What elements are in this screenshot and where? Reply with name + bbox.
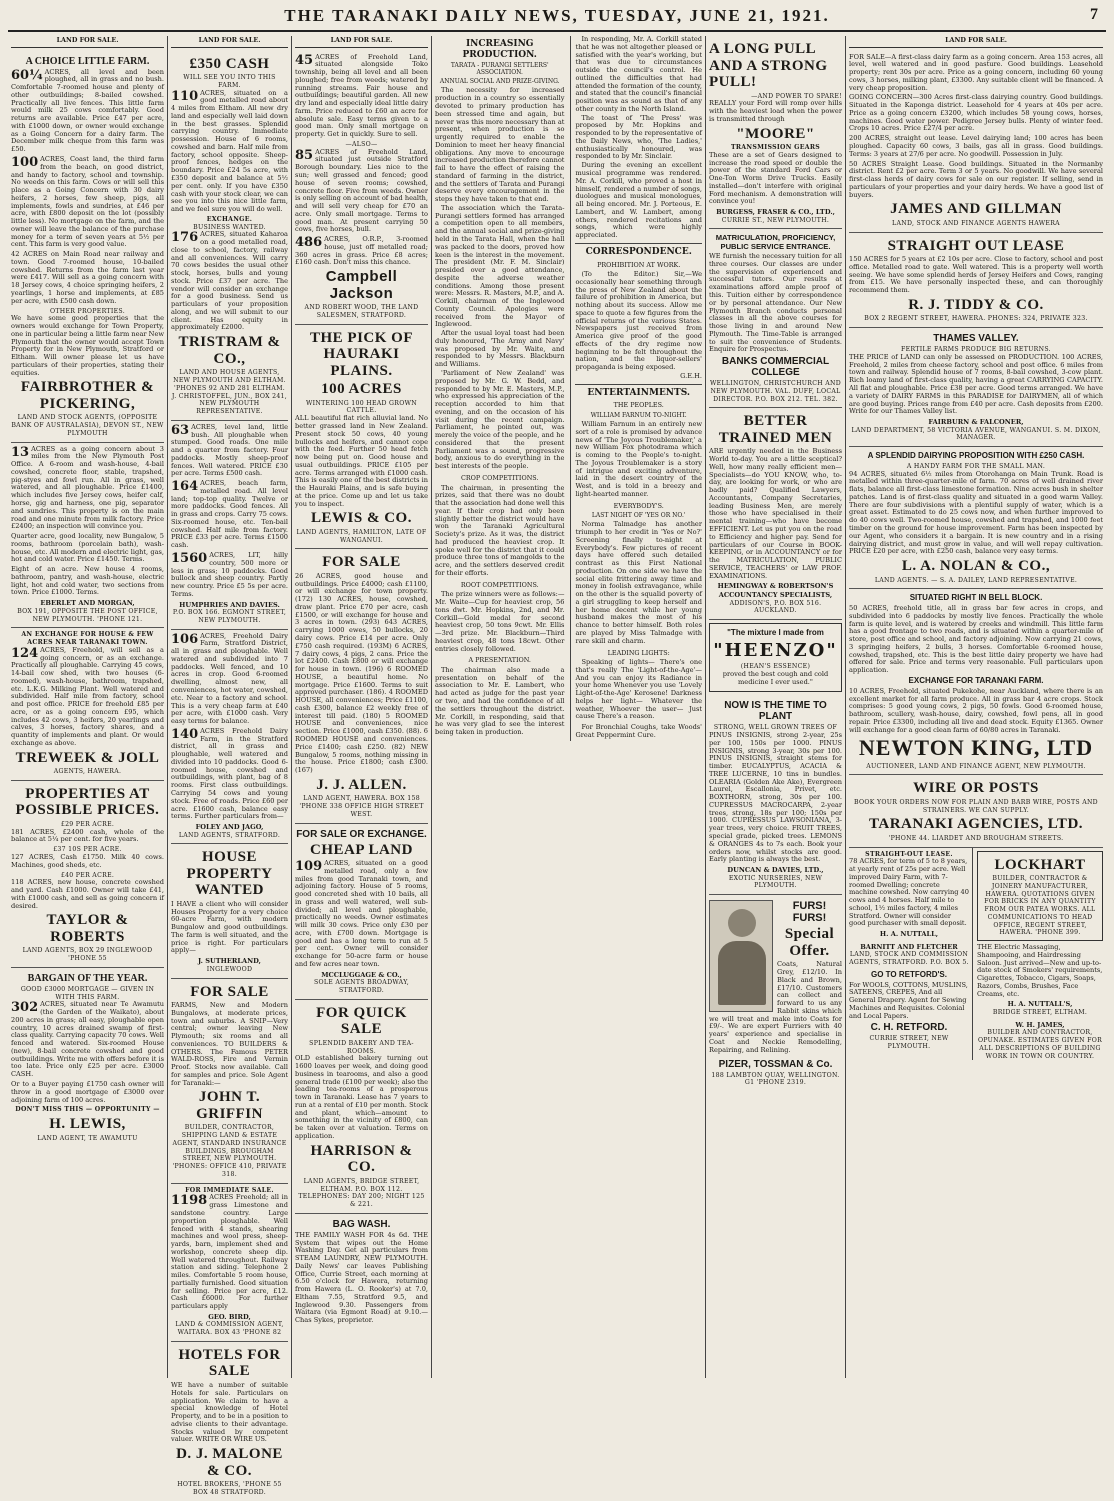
advert-text: Eight of an acre. New house 4 rooms, bathroom, pantry, and wash-house, electric light, hot and cold water, two sections from town. Price £1000. Terms. (11, 565, 164, 597)
advert-subtitle: FERTILE FARMS PRODUCE BIG RETURNS. (901, 346, 1051, 354)
article-paragraph: (To the Editor.) Sir,—We occasionally hear something through the press of New Zealand about the failure of prohibition in America, but nothing about its success. Allow me space to quote a few figures from the official returns of the various States. Newspapers just received from America give proof of the good effects of the dry regime now beginning to be felt throughout the nation, and the liquor-sellers' propaganda is being exposed. (575, 270, 702, 372)
article-paragraph: For Bronchial Coughs, take Woods' Great Peppermint Cure. (575, 723, 702, 739)
column-heading: LAND FOR SALE. (295, 36, 428, 48)
advert (171, 1342, 288, 1501)
article-subheading: ANNUAL SOCIAL AND PRIZE-GIVING. (439, 78, 560, 86)
agent-address: WELLINGTON, CHRISTCHURCH AND NEW PLYMOUTH. VAL. DUFF, LOCAL DIRECTOR. P.O. BOX 212. TEL. 382. (710, 380, 841, 403)
advert (709, 695, 842, 895)
advert-text: These are a set of Gears designed to increase the road speed or double the power of the standard Ford Cars or One-Ton Worm Drive Trucks. Easily installed—don't interfere with original Ford mechanism. A demonstration will convince you! (709, 150, 842, 206)
agent-address: BUILDER AND CONTRACTOR, OPUNAKE. ESTIMATES GIVEN FOR ALL DESCRIPTIONS OF BUILDING WORK IN TOWN OR COUNTRY. (977, 1029, 1103, 1060)
advert (709, 229, 842, 408)
agent-name: Campbell Jackson (325, 268, 398, 302)
column-heading: LAND FOR SALE. (11, 36, 164, 48)
advert-title: FOR SALE OR EXCHANGE. (296, 828, 427, 840)
agent-address: ADDISON'S, P.O. BOX 516. AUCKLAND. (729, 599, 822, 615)
advert-title: GO TO RETFORD'S. (871, 969, 947, 979)
agent-name: C. H. RETFORD. (870, 1022, 948, 1034)
article-paragraph: After the usual loyal toast had been duly honoured, 'The Army and Navy' was proposed by Mr. Waite, and responded to by Messrs. Blackburn and Williams. (435, 329, 565, 369)
acreage-figure: 164 (171, 479, 199, 495)
agent-address: LAND DEPARTMENT, 58 VICTORIA AVENUE, WANGANUI. S. M. DIXON, MANAGER. (851, 426, 1101, 442)
advert-title: BARGAIN OF THE YEAR. (27, 972, 148, 984)
advert-text: 1198 ACRES Freehold; all in grass Limestone and sandstone country. Large proportion ploughable. Well fenced with 4 stands, shearing machines and wool press, sheep-yards, barn, implement shed and workshop, concrete sheep dip. Well watered throughout. Railway station and siding. Telephone 2 miles. Comfortable 5 room house, partially furnished. Good situation for selling. Price per acre, £12. Cash £6000. For further particulars apply (171, 1193, 288, 1311)
article-subheading: WILLIAM FARNUM TO-NIGHT. (590, 411, 687, 419)
article-headline: INCREASING PRODUCTION. (462, 39, 537, 60)
article-subheading: LAST NIGHT OF 'YES OR NO.' (591, 512, 686, 520)
agent-name: J. J. ALLEN. (316, 776, 407, 793)
agent-address: EXOTIC NURSERIES, NEW PLYMOUTH. (728, 874, 823, 890)
advert (849, 775, 1103, 847)
agent-name: BARNITT AND FLETCHER (860, 942, 958, 951)
advert-text: 486 ACRES, O.R.P., 3-roomed house, just off metalled road; 360 acres in grass. Price £8 acres; £160 cash. Don't miss this chance. (295, 235, 428, 267)
advert-text: 42 ACRES on Main Road near railway and town. Good 7-roomed house, 10-bailed cowshed. Returns from the farm last year were £417. Will sell as a going concern with 18 Jersey cows, 4 choice springing heifers, 2 yearlings, 1 horse and implements, at £85 per acre, with £500 cash down. (11, 250, 164, 305)
advert-text: 127 ACRES, Cash £1750. Milk 40 cows. Machines, good sheds, etc. (11, 852, 164, 869)
article-paragraph: Norma Talmadge has another triumph to her credit in 'Yes or No?' Screening finally to-night at Everybody's. Few pictures of recent days have offered such detailed contrast as this First National production. On one side we have the social elite frittering away time and money in foolish extravagance, while on the other is the squalid poverty of a girl struggling to keep herself and her home decent while her young husband makes the most of his chance to better himself. Both roles are played by Miss Talmadge with rare skill and charm. (575, 520, 702, 645)
advert-title: BETTER TRAINED MEN (718, 413, 833, 446)
article-section-heading: A PRESENTATION. (468, 656, 531, 665)
advert-text: 176 ACRES, situated Kaharoa on a good metalled road, close to school, factory, railway and all conveniences. Will carry 70 cows besides the usual other stock, horses, bulls and young stock. Price £37 per acre. The vendor will consider an exchange for a good business. Send us particulars of your proposition along, and we will submit to our client. Has equity in approximately £2000. (171, 230, 288, 332)
article-paragraph: In responding, Mr. A. Corkill stated that he was not altogether pleased or satisfied with the year's working, but that was due to circumstances outside the council's control. He outlined the difficulties that had attended the formation of the county, and stated that the council's financial position was as sound as that of any other county in the North Island. (575, 35, 702, 113)
column-heading: LAND FOR SALE. (849, 36, 1103, 48)
advert-text: 124 ACRES, Freehold, will sell as a going concern, or as an exchange. Practically all ploughable. Carrying 45 cows, 14-bail cow shed, with two houses (6-roomed), wash-house, bathroom, trapshed, etc. L.K.G. Milking Plant. Well watered and subdivided. Half mile from factory, school and post office. PRICE for freehold £85 per acre, or as a going concern £95, which includes 42 cows, 3 heifers, 20 yearlings and calves, 3 horses, factory shares, and a quantity of implements and plant. Or would exchange as above. (11, 645, 164, 747)
advert (709, 36, 842, 229)
advert (295, 51, 428, 325)
advert-text: 13 ACRES as a going concern about 3 miles from the New Plymouth Post Office. A 6-room and wash-house, 4-bail cowshed, concrete floor, stable, trapshed, pig-styes and fowl run. All in grass, well watered, and all ploughable. Price £1400, which includes five Jersey cows, heifer calf, horse, gig and harness, one pig, separator and sundries. This property is on the main road and one minute from milk factory. Price £2400; an inspection will convince you. (11, 444, 164, 531)
advert-text: Quarter acre, good locality, new Bungalow, 5 rooms, bathroom (porcelain bath), wash-house, etc. All modern and electric light, gas, hot and cold water. Price £1450. Terms. (11, 532, 164, 564)
advert (171, 630, 288, 845)
agent-address: LAND AGENTS. — S. A. DAILEY, LAND REPRESENTATIVE. (874, 576, 1078, 584)
agent-name: H. A. NUTTALL'S, (1007, 1000, 1073, 1009)
article-subheading: TARATA - PURANGI SETTLERS' ASSOCIATION. (450, 62, 549, 77)
article-section-heading: EVERYBODY'S. (613, 501, 664, 510)
advert-text: Or to a Buyer paying £1750 cash owner will throw in a good mortgage of £3000 over adjoining farm of 100 acres. (11, 1079, 164, 1104)
advert-subtitle: GOOD £3000 MORTGAGE — GIVEN IN WITH THIS FARM. (20, 985, 155, 1001)
brand-subtitle: (HEAN'S ESSENCE) (740, 663, 811, 671)
advert-title: A LONG PULL AND A STRONG PULL! (709, 41, 828, 90)
advert-text: 10 ACRES, Freehold, situated Pukekohe, near Auckland, where there is an excellent market for all farm produce. All in grass bar 4 acre crops. Stock comprises: 5 good young cows, 2 pigs, 50 fowls. Good 6-roomed house, bathroom, scullery, wash-house, dairy, cowshed, fowl pens, all in good repair. Price £3300, including all live and dead stock. Equity £1365. Owner will exchange for a good clean farm of 60/80 acres in Taranaki. (849, 686, 1103, 734)
agent-address: INGLEWOOD (206, 965, 253, 973)
advert-text: GOING CONCERN—300 Acres first-class dairying country. Good buildings. Situated in the Kaponga district. Leasehold for 4 years at 40s per acre. Price as a going concern £3200, which includes 58 young cows, horses, machines. Good water power. Pedigree Jersey bulls. Plenty of winter feed. Crops 10 acres. Price £27/4 per acre. (849, 93, 1103, 133)
advert-title: BAG WASH. (332, 1218, 391, 1230)
bottom-advert-row (849, 848, 1103, 1061)
advert (849, 328, 1103, 447)
advert-text: WE furnish the necessary tuition for all three courses. Our classes are under the supervision of experienced and successful tutors. Our results at examinations afford ample proof of this. Tuition either by correspondence or by personal attendance. Our New Plymouth Branch conducts personal classes in all the above courses for those living in and around New Plymouth. The Time-Table is arranged to suit the convenience of Students. Enquire for Prospectus. (709, 252, 842, 354)
advert-headline: 100 ACRES (321, 381, 402, 398)
advert-headline: CHEAP LAND (310, 841, 413, 858)
advert (709, 623, 842, 692)
agent-address: AUCTIONEER, LAND AND FINANCE AGENT, NEW PLYMOUTH. (866, 762, 1086, 770)
article-paragraph: During the evening an excellent musical programme was rendered. Mr. A. Corkill, who proved a host in himself, rendered a number of songs, duologues and musical monologues, all being encored. Mr. J. Porteous, E. Lambert, and W. Lambert, among others, rendered recitations and songs, which were highly appreciated. (575, 161, 702, 240)
advert-text: 200 ACRES, straight out lease. Level dairying land; 100 acres has been ploughed. Capacity 60 cows, 3 bails, gas all in grass. Good buildings. Terms: 3 years at 27/6 per acre. No goodwill. Possession in July. (849, 134, 1103, 158)
advert-title: AN EXCHANGE FOR HOUSE & FEW ACRES NEAR TARANAKI TOWN. (21, 631, 154, 646)
agent-address: LAND AGENTS, BOX 29 INGLEWOOD 'PHONE 55 (22, 947, 153, 963)
agent-name: FAIRBROTHER & PICKERING, (20, 379, 155, 412)
advert-text: For WOOLS, COTTONS, MUSLINS, SATEENS, CREPES, And all General Drapery. Agent for Sewing Machines and Requisites. Colonial and Local Papers. (849, 980, 968, 1020)
advert (295, 549, 428, 823)
acreage-figure: 110 (171, 88, 199, 104)
agent-name: LOCKHART (994, 856, 1086, 873)
agent-name: H. LEWIS, (49, 1116, 126, 1133)
advert (171, 51, 288, 421)
advert-title: NOW IS THE TIME TO PLANT (724, 700, 827, 723)
acreage-figure: 85 (295, 147, 314, 163)
agent-name: FOLEY AND JAGO, (195, 823, 264, 832)
advert-subtitle: STRONG, WELL GROWN TREES OF (713, 724, 838, 732)
column-heading: LAND FOR SALE. (171, 36, 288, 48)
price-line: £29 PER ACRE. (60, 820, 115, 828)
advert-text: THE PRICE of LAND can only be assessed on PRODUCTION. 100 ACRES, Freehold, 2 miles from cheese factory, school and post office. 6 miles from town and railway. Splendid house of 7 rooms, 8-bail cowshed, 3-cow plant. Rich loamy land of first-class quality, having a great CARRYING CAPACITY. All flat and ploughable. Price £38 per acre. Good terms arranged. We have a variety of DAIRY FARMS in this PARADISE for DAIRYMEN, all of which are good buying. Prices range from £40 per acre. Cash deposits from £200. Write for our Thames Valley list. (849, 352, 1103, 416)
advert (11, 628, 164, 781)
agent-address: LAND AND HOUSE AGENTS, NEW PLYMOUTH AND ELTHAM. 'PHONES 92 AND 281 ELTHAM. J. CHRISTOFFEL, JUN., BOX 241, NEW PLYMOUTH REPRESENTATIVE. (171, 369, 288, 415)
news-article-left (435, 36, 564, 741)
agent-name: BANKS COMMERCIAL COLLEGE (721, 356, 830, 379)
advert-text: 110 ACRES, situated on a good metalled road about 4 miles from Eltham. All new dry land and especially well laid down in the best grasses. Splendid carrying country. Immediate possession. House of 6 rooms, cowshed and barn. Half mile from factory, school opposite. Sheep-proof fences, hedges on the boundary. Price £24 5s acre, with £350 deposit and balance at 5½ per cent. only. If you have £350 cash with your stock clear, we can see you into this nice little farm, and we feel sure you will do well. (171, 88, 288, 214)
advert-text: 109 ACRES, situated on a good metalled road, only a few miles from good Taranaki town, and adjoining factory. House of 5 rooms, good concreted shed with 10 bails, all in grass and well watered, well sub-divided; all level and ploughable, practically no weeds. Owner estimates will milk 30 cows. Price only £30 per acre, with £700 down. Mortgage is good and has a long term to run at 5 per cent. Owner will consider exchange for 50-acre farm or house and few acres near town. (295, 859, 428, 968)
advert-title: FOR SALE (322, 554, 401, 571)
article-section-heading: THE PEOPLES. (613, 401, 664, 410)
advert (709, 408, 842, 620)
advert (171, 844, 288, 978)
advert-subtitle: A HANDY FARM FOR THE SMALL MAN. (906, 462, 1046, 470)
agent-name: TAYLOR & ROBERTS (46, 912, 129, 945)
agent-name: H. A. NUTTALL, (879, 930, 939, 939)
advert-text: 1560 ACRES, LIT, hilly country, 500 more or less in grass; 10 paddocks. Good bullock and sheep country. Partly new country. Price £5 5s per acre. Terms. (171, 551, 288, 598)
acreage-figure: 100 (11, 154, 39, 170)
advert-text: Coats, Natural Grey, £12/10. In Black and Brown, £17/10. Customers can collect and forward to us any Rabbit skins which we will treat and make into Coats for £9/-. We are expert Furriers with 40 years' experience and specialise in Coat and Neckie Remodelling, Repairing, and Relining. (709, 960, 842, 1054)
column-1 (8, 36, 168, 1378)
advert (977, 851, 1103, 942)
agent-address: BOX 2 REGENT STREET, HAWERA. PHONES: 324, PRIVATE 323. (864, 315, 1088, 323)
agent-name: DUNCAN & DAVIES, LTD., (727, 866, 824, 875)
acreage-figure: 176 (171, 230, 199, 246)
advert-text: proved the best cough and cold medicine I ever used." (722, 669, 829, 686)
advert-text: 302 ACRES, situated near Te Awamutu (the Garden of the Waikato), about 200 acres in grass; all easy, ploughable open country, 10 acres drained swamp of first-class quality. Carrying capacity 70 cows. Well fenced and watered. Six-roomed House (new), 8-bail concrete cowshed and good outbuildings. Write me with offers before it is too late. Price only £25 per acre. £3000 CASH. (11, 1000, 164, 1079)
advert-title: £350 CASH (189, 55, 270, 72)
advert-text: THE FAMILY WASH FOR 4s 6d. THE System that wipes out the Home Washing Day. Get all particulars from STEAM LAUNDRY, NEW PLYMOUTH. Daily News' car leaves Publishing Office, Currie Street, each morning at 6.50 o'clock for Hawera, returning from Hawera (L. O. Rooker's) at 7.0, Eltham 7.55, Stratford 9.5, and Inglewood 9.30. Passengers from Waitara (via Egmont Road) at 9.10.—Chas Sykes, proprietor. (295, 1230, 428, 1325)
advert-text: 140 ACRES Freehold Dairy Farm, in the Stratford district, all in grass and ploughable, well watered and divided into 10 paddocks. Good 6-roomed house, cowshed and outbuildings, with plant, bag of 8 rooms. First class outbuildings. Carrying 54 cows and young stock. Free of roads. Price £60 per acre. £1600 cash, balance easy terms. Further particulars from— (171, 726, 288, 821)
advert (295, 1214, 428, 1331)
advert-text: 45 ACRES of Freehold Land, situated alongside Toko township, being all level and all been ploughed; free from weeds; watered by running streams. Fair house and outbuildings; beautiful garden. All new dry land and especially ideal little dairy farm. Price reduced to £60 an acre for absolute sale. Easy terms given to a good man. Only small mortgage on property. Get in quickly. Sure to sell. (295, 52, 428, 139)
agent-name: BURGESS, FRASER & CO., LTD., (716, 208, 835, 217)
agent-address: LAND AGENT, HAWERA. BOX 158 'PHONE 338 OFFICE HIGH STREET WEST. (299, 795, 424, 818)
article-paragraph: 'Parliament of New Zealand' was proposed by Mr. G. W. Bedd, and responded to by Mr. E. Masters, M.P., who expressed his appreciation of the reception accorded to him that evening, and on the occasion of his visit during the recent campaign. Parliament, he pointed out, was merely the voice of the people, and he considered that the present Parliament was a sound, progressive body, anxious to do everything in the best interests of the people. (435, 369, 565, 471)
advert-text: We have some good properties that the owners would exchange for Town Property, one in particular being a little farm near New Plymouth that the owner would accept Town Property for in New Plymouth, Stratford or Eltham. Will owner please let us have particulars of their properties, stating their equities. (11, 314, 164, 377)
column-6 (846, 36, 1106, 1378)
acreage-figure: 106 (171, 631, 199, 647)
agent-name: LEWIS & CO. (311, 510, 412, 527)
agent-address: LAND AGENTS, HAMILTON, LATE OF WANGANUI. (296, 528, 427, 544)
brand-name: "MOORE" (736, 125, 815, 142)
advert-title: SITUATED RIGHT IN BELL BLOCK. (909, 593, 1043, 603)
advert-subtitle: OTHER PROPERTIES. (49, 307, 126, 315)
advert-text: BOOK YOUR ORDERS NOW FOR PLAIN AND BARB WIRE, POSTS AND STRAINERS. WE CAN SUPPLY. (854, 798, 1098, 814)
agent-name: GEO. BIRD, (208, 1312, 251, 1321)
agent-address: 188 LAMBTON QUAY, WELLINGTON. G1 'PHONE 2319. (711, 1071, 840, 1087)
agent-name: HUMPHRIES AND DAVIES. (179, 600, 280, 609)
acreage-figure: 124 (11, 645, 39, 661)
column-4-news (432, 36, 706, 1378)
agent-name: W. H. JAMES, (1015, 1020, 1065, 1029)
acreage-figure: 1198 (171, 1193, 208, 1209)
advert (295, 824, 428, 1000)
agent-name: TARANAKI AGENCIES, LTD. (868, 816, 1084, 833)
advert-tagline: FURS! FURS! (792, 900, 827, 925)
advert (295, 1000, 428, 1214)
article-section-heading: PROHIBITION AT WORK. (597, 260, 681, 269)
advert-title: WIRE OR POSTS (913, 780, 1039, 797)
agent-address: SOLE AGENTS BROADWAY, STRATFORD. (313, 979, 410, 995)
agent-address: BUILDER, CONTRACTOR & JOINERY MANUFACTURER, HAWERA. QUOTATIONS GIVEN FOR BRICKS IN ANY QUANTITY FROM OUR PATEA WORKS. ALL COMMUNICATIONS TO HEAD OFFICE, REGENT STREET, HAWERA. 'PHONE 399. (984, 875, 1096, 937)
advert-title: HOUSE PROPERTY WANTED (186, 849, 273, 899)
advert (171, 1184, 288, 1342)
advert-subtitle: SPLENDID BAKERY AND TEA-ROOMS. (309, 1039, 414, 1055)
advert-text: 94 ACRES, situated 6½ miles from Otorohanga on Main Trunk. Road is metalled within three-quarter-mile of farm. 70 acres of well drained river flats, balance all first-class limestone formation. Nine acres bush in shelter patches. Land is of first-class quality and situated in a good warm Valley. There are four subdivisions with a plentiful supply of water, which is a great asset. Estimated to do 25 cows now, and when further improved to do 40 cows well. Two-roomed house, cowshed and trapshed, and 1000 feet timber on the ground for house improvement. Farm has been inspected by our Agent, who considers it a bargain. It is new country and in a rising dairying district, and must grow in value, and will well repay cultivation. PRICE £20 per acre, with £250 cash, balance very easy terms. (849, 469, 1103, 556)
advert-title: Special Offer. (784, 926, 835, 959)
article-section-heading: ROOT COMPETITIONS. (460, 580, 539, 589)
price-line: £40 PER ACRE. (60, 871, 115, 879)
advert (849, 233, 1103, 329)
advert-text: 26 ACRES, good house and outbuildings. Price £4000; cash £1100, or will exchange for town property. (172) 130 ACRES, house, cowshed, draw plant. Price £70 per acre, cash £1500, or will exchange for house and 3 acres in town. (293) 643 ACRES, carrying 1000 ewes, 50 bullocks, 20 dairy cows. Price £14 per acre. Only £750 cash required. (193M) 6 ACRES, 7 dairy cows, 4 pigs, 2 cans. Price the lot £2400. Cash £800 or will exchange for house in town. (196) 6 ROOMED HOUSE, a beautiful home. No mortgage. Price £1600. Terms to suit approved purchaser. (186). 4 ROOMED HOUSE, all conveniences; Price £1100, cash £300, balance £2 weekly free of interest till paid. (180) 5 ROOMED HOUSE and conveniences, nice section. Price £1000, cash £350. (88). 6 ROOMED HOUSE and conveniences. Price £1400; cash £250. (82) NEW Bungalow, 5 rooms, nothing missing in the house. Price £1800; cash £300. (167) (295, 571, 428, 775)
advert (171, 421, 288, 630)
advert (295, 325, 428, 550)
advert-text: FOR SALE—A first-class dairy farm as a going concern. Area 153 acres, all level, well watered and in good pasture. Good buildings. Leasehold property; rent 30s per acre. Price as a going concern, including 60 young cows, 3 horses, milking plant, £3300. Any suitable client will be financed. A very cheap proposition. (849, 52, 1103, 92)
advert-text: 118 ACRES, new house, concrete cowshed and yard. Cash £1000. Owner will take £41, with £1000 cash, and sell as going concern if desired. (11, 878, 164, 910)
advert-title: THAMES VALLEY. (933, 333, 1019, 345)
advert-text: I HAVE a client who will consider Houses Property for a very choice 60-acre Farm, with modern Bungalow and good outbuildings. The farm is well situated, and the price is right. For particulars apply— (171, 899, 288, 955)
newspaper-title: THE TARANAKI DAILY NEWS, TUESDAY, JUNE 21, 1921. (284, 6, 830, 25)
advert (849, 589, 1103, 775)
agent-address: LAND & COMMISSION AGENT, WAITARA. BOX 43 'PHONE 82 (175, 1321, 284, 1337)
acreage-figure: 60¼ (11, 67, 43, 83)
column-2 (168, 36, 292, 1496)
agent-name: PIZER, TOSSMAN & Co. (718, 1058, 833, 1070)
masthead (0, 0, 1114, 40)
advert (11, 443, 164, 629)
advert-text: 181 ACRES, £2400 cash, whole of the balance at 5¼ per cent. for five years. (11, 827, 164, 844)
agent-name: HARRISON & CO. (310, 1142, 413, 1176)
acreage-figure: 13 (11, 444, 30, 460)
advert-text: 50 ACRES, freehold title, all in grass bar few acres in crops, and subdivided into 6 paddocks by mostly live fences. Practically the whole farm is quite level, and is watered by creeks and windmill. This little farm has a good frontage to two roads, and is situated within a quarter-mile of store, post office and school, and factory adjoining. Now carrying 21 cows, 3 springing heifers, 2 bulls, 3 horses. Comfortable 6-roomed house, cowshed, trapshed, etc. This is the best little dairy property we have had offered for sale. Price and terms very reasonable. Full particulars upon application. (849, 604, 1103, 675)
acreage-figure: 140 (171, 726, 199, 742)
advert-text: WE have a number of suitable Hotels for sale. Particulars on application. We claim to have a special knowledge of Hotel Property, and to be in a position to advise clients to their advantage. Stocks valued by competent valuer. WRITE OR WIRE US. (171, 1380, 288, 1444)
article-paragraph: The chairman also made a presentation on behalf of the association to Mr. E. Lambert, who had acted as judge for the past year or two, and had the confidence of all the settlers throughout the district. Mr. Corkill, in responding, said that he was very glad to see the interest being taken in production. (435, 665, 565, 737)
agent-name: HEMINGWAY & ROBERTSON'S ACCOUNTANCY SPECIALISTS, (717, 582, 834, 599)
agent-name: TREWEEK & JOLL (15, 749, 160, 766)
agent-name: JOHN T. GRIFFIN (196, 1089, 263, 1122)
agent-address: LAND AND STOCK AGENTS, (OPPOSITE BANK OF AUSTRALASIA), DEVON ST., NEW PLYMOUTH (11, 414, 164, 437)
agent-name: JAMES AND GILLMAN (890, 201, 1062, 218)
agent-name: MCCLUGGAGE & CO., (321, 970, 402, 979)
advert-subtitle: WILL SEE YOU INTO THIS FARM. (183, 74, 276, 89)
advert-subtitle: EXCHANGE. (206, 215, 253, 223)
article-headline: CORRESPONDENCE. (575, 243, 702, 258)
article-section-heading: CROP COMPETITIONS. (460, 473, 539, 482)
article-paragraph: The chairman, in presenting the prizes, said that there was no doubt that the association had done well this year. If their crop had only been slightly better the district would have won the Taranaki Agricultural Society's prize. As it was, the district had produced the heaviest crop. It spoke well for the district that it could produce three tons of mangolds to the acre, and the settlers deserved credit for their efforts. (435, 483, 565, 577)
advert-title: FOR IMMEDIATE SALE. (185, 1186, 274, 1194)
advert-text: 78 ACRES, for term of 5 to 8 years, at yearly rent of 25s per acre. Well improved Dairy Farm, with 7-roomed Dwelling; concrete machine cowshed. Now carrying 40 cows and 4 horses. Half mile to school, 1½ miles factory, 4 miles Stratford. Owner will consider good purchaser with small deposit. (849, 857, 969, 928)
advert-subtitle: WINTERING 100 HEAD GROWN CATTLE. (305, 399, 418, 415)
advert (171, 979, 288, 1184)
advert-text: 60¼ ACRES, all level and been ploughed, all in grass and no bush. Comfortable 7-roomed house and plenty of other outbuildings; 8-bailed cowshed. Practically all live fences. This little farm would milk 25 cows comfortably. Good returns are available. Price £47 per acre, with £1000 down, or owner would exchange as a Going Concern for a dairy farm. The December milk cheque from this farm was £50. (11, 67, 164, 154)
advert-text: ALL beautiful flat rich alluvial land. No better grassed land in New Zealand. Present stock 50 cows, 40 young bullocks and heifers, and cannot cope with the feed. Further 50 head fetch now being put on. Good house and usual outbuildings. PRICE £105 per acre. Terms arranged with £1000 cash. This is easily one of the best districts in the Hauraki Plains, and is safe buying at the price. Come up and let us take you to inspect. (295, 414, 428, 508)
advert (709, 895, 842, 1091)
agent-address: LAND AGENT, TE AWAMUTU (37, 1134, 138, 1142)
agent-name: D. J. MALONE & CO. (176, 1446, 283, 1479)
advert (11, 968, 164, 1146)
advert-text: 164 ACRES, beach farm, metalled road. All level land; top-top quality. Twelve or more paddocks. Good fences. All in grass and crops. Carry 75 cows. Six-roomed house, etc. Ten-bail cowshed. Half mile from factory. PRICE £33 per acre. Terms £1500 cash. (171, 479, 288, 550)
acreage-figure: 109 (295, 859, 323, 875)
agent-address: BOX 191, OPPOSITE THE POST OFFICE, NEW PLYMOUTH. 'PHONE 121. (17, 607, 158, 623)
column-5 (706, 36, 846, 1378)
advert-title: STRAIGHT OUT LEASE (887, 237, 1065, 254)
advert-subtitle: —ALSO— (345, 140, 378, 148)
article-paragraph: The association which the Tarata-Purangi settlers formed has arranged a competition open to all members, and the annual social and prize-giving held in the Tarata Hall, when the hall was packed to the doors, proved how keen is the interest in the movement. The president (Mr. F. M. Sinclair) presided over a good attendance, despite the adverse weather conditions. Among those present were: Messrs. R. Masters, M.P., and A. Corkill, chairman of the Inglewood County Council. Apologies were received from the Mayor of Inglewood. (435, 203, 565, 329)
advert-title: STRAIGHT-OUT LEASE. (865, 850, 953, 858)
price-line: £37 10S PER ACRE. (53, 846, 122, 854)
advert (11, 781, 164, 968)
advert-text: REALLY your Ford will romp over hills with the heaviest load when the power is transmitted through (709, 99, 842, 123)
advert-title: THE PICK OF HAURAKI PLAINS. (309, 329, 413, 379)
advert-text: 106 ACRES, Freehold Dairy Farm, Stratford District, all in grass and ploughable. Well watered and subdivided into 7 paddocks. Well fenced, and 10 acres in crop. Good 6-roomed dwelling, almost new, all conveniences, hot water, cowshed, etc. Near to a factory and school. This is a very cheap farm at £40 per acre, with £1000 cash. Very easy terms for balance. (171, 631, 288, 726)
advert-title: A CHOICE LITTLE FARM. (25, 55, 150, 67)
agent-address: AND ROBERT WOOD, THE LAND SALESMEN, STRATFORD. (304, 304, 419, 319)
agent-name: NEWTON KING, LTD (858, 735, 1094, 761)
article-paragraph: William Farnum in an entirely new sort of a role is promised by advance news of 'The Joyous Troublemaker,' a new William Fox photodrama which is coming to the People's to-night. The Joyous Troublemaker is a story of intrigue and exciting adventure, laid in the desert country of the West, and is told in a breezy and light-hearted manner. (575, 420, 702, 498)
advert-tagline: DON'T MISS THIS — OPPORTUNITY — (15, 1106, 160, 1114)
news-article-block (435, 36, 702, 741)
agent-address: LAND AGENTS, BRIDGE STREET, ELTHAM. P.O. BOX 112. TELEPHONES: DAY 200; NIGHT 125 & 221. (298, 1177, 425, 1208)
advert-text: 50 ACRES Straight Lease. Good buildings. Situated in the Normanby district. Rent £2 per acre. Term 3 or 5 years. No goodwill. We have several first-class herds of dairy cows for sale on our register. If selling, send in particulars of your properties and your dairy herds. We have a good list of buyers. (849, 159, 1103, 199)
advert-text: 100 ACRES, Coast land, the third farm from the beach, on good district, and handy to factory, school and township. No weeds on this farm. Cows or will sell this place as a Going Concern with 30 dairy heifers, 2 horses, few sheep, pigs, all implements, fowls and sundries, at £46 per acre, with £800 deposit on the lot (possibly little less). No mortgage on the farm, and the owner will leave the balance of the purchase money for a term of seven years at 5½ per cent. This farm is very good value. (11, 154, 164, 249)
agent-address: LAND, STOCK AND FINANCE AGENTS HAWERA (892, 219, 1060, 227)
article-section-heading: LEADING LIGHTS: (607, 648, 670, 657)
advert-title: A SPLENDID DAIRYING PROPOSITION WITH £250 CASH. (867, 451, 1085, 461)
agent-address: CURRIE ST., NEW PLYMOUTH. (721, 216, 830, 224)
advert-title: HOTELS FOR SALE (178, 1346, 281, 1380)
agent-address: AGENTS, HAWERA. (53, 768, 122, 776)
advert-subtitle: —AND POWER TO SPARE! (751, 92, 842, 100)
advert (849, 51, 1103, 233)
advert-title: MATRICULATION, PROFICIENCY, PUBLIC SERVICE ENTRANCE. (715, 233, 836, 251)
advert (11, 51, 164, 443)
advert (849, 447, 1103, 589)
agent-name: EBERLET AND MORGAN, (40, 599, 135, 608)
agent-name: J. SUTHERLAND, (198, 957, 261, 966)
agent-address: CURRIE STREET, NEW PLYMOUTH. (869, 1035, 949, 1051)
advert-title: FOR SALE (190, 983, 269, 1000)
acreage-figure: 302 (11, 1000, 39, 1016)
article-headline: ENTERTAINMENTS. (575, 384, 702, 399)
advert-quote: "The mixture I made from (727, 628, 824, 637)
article-paragraph: Speaking of lights— There's one that's really The 'Light-of-the-Age'— And you can enjoy its Radiance in your home Whenever you use 'Lovely Light-of-the-Age' Kerosene! Darkness helps her light— Whatever the weather, Whoever the user— Just cause There's a reason. (575, 658, 702, 721)
advert-text: PINUS INSIGNIS, strong 2-year, 25s per 100, 150s per 1000. PINUS INSIGNIS, strong 3-year, 30s per 100. PINUS INSIGNIS, straight stems for timber. EUCALYPTUS, ACACIA & TREE LUCERNE, 10 tins in bundles. OLEARIA (Golden Ake Ake), Evergreen Laurel, Escallonia, Privet, etc. BOXTHORN, strong, 30s per 100. CUPRESSUS MACROCARPA, 2-year trees, strong, 18s per 100; 150s per 1000. CUPRESSUS LAWSONIANA, 3-year trees, very choice. FRUIT TREES, special grade, picked trees. LEMONS & ORANGES 4s to 7s each. Book your orders now, whilst stocks are good. Early planting is always the best. (709, 731, 842, 864)
brand-subtitle: TRANSMISSION GEARS (730, 144, 821, 152)
agent-address: BRIDGE STREET, ELTHAM. (992, 1009, 1088, 1016)
acreage-figure: 486 (295, 235, 323, 251)
agent-address: HOTEL BROKERS, 'PHONE 55 BOX 48 STRATFORD. (177, 1481, 282, 1496)
masthead-rule (8, 30, 1106, 32)
acreage-figure: 1560 (171, 551, 208, 566)
agent-name: L. A. NOLAN & CO., (901, 558, 1051, 575)
agent-name: R. J. TIDDY & CO. (908, 296, 1044, 313)
advert-text: THE Electric Massaging, Shampooing, and Hairdressing Saloon. Just arrived—New and up-to-date stock of Smokers' requirements, Cigarettes, Tobacco, Cigars, Soaps, Razors, Combs, Brushes, Face Creams, etc. (977, 943, 1103, 998)
advert-title: PROPERTIES AT POSSIBLE PRICES. (15, 785, 160, 819)
advert-text: 63 ACRES, level land, little bush. All ploughable when stumped. Good roads. One mile and a quarter from factory. Four paddocks. Mostly sheep-proof fences. Well watered. PRICE £30 per acre. Terms £500 cash. (171, 422, 288, 478)
agent-name: TRISTRAM & CO., (178, 334, 281, 367)
agent-address: BUILDER, CONTRACTOR, SHIPPING LAND & ESTATE AGENT, STANDARD INSURANCE BUILDINGS, BROUGHAM STREET, NEW PLYMOUTH. 'PHONES: OFFICE 410, PRIVATE 318. (172, 1124, 287, 1178)
advert-text: FARMS, New and Modern Bungalows, at moderate prices, town and suburbs. A SNIP—Very central; owner leaving New Plymouth; six rooms and all conveniences. TO BUILDERS & OTHERS. The Famous PETER WALD-ROSS, Fire and Vermin Proof. Stocks now available. Call for samples and price. Sole Agent for Taranaki:— (171, 1001, 288, 1087)
newspaper-columns (8, 35, 1106, 1496)
advert-subtitle: BUSINESS WANTED. (193, 223, 266, 231)
agent-name: FAIRBURN & FALCONER, (928, 418, 1024, 427)
article-paragraph: The necessity for increased production in a country so essentially devoted to primary production has been stressed time and again, but never was this more necessary than at present, when production is so urgently required to enable the Dominion to meet her heavy financial obligations. Any move to encourage increased production therefore cannot fail to have the effect of raising the standard of farming in the district, and the settlers of Tarata and Purangi deserve every encouragement in the steps they have taken to that end. (435, 86, 565, 204)
bottom-advert-right (977, 848, 1103, 1061)
acreage-figure: 45 (295, 52, 314, 68)
agent-address: P.O. BOX 166. EGMONT STREET, NEW PLYMOUTH. (172, 609, 287, 624)
advert-text: 85 ACRES of Freehold Land, situated just outside Stratford Borough boundary. Lies nice to the sun; well grassed and fenced; good house of seven rooms; cowshed, concrete floor. Five from weeds. Owner is only selling on account of bad health, and will sell very cheap for £70 an acre. Only small mortgage. Terms to good man. At present carrying 50 cows, five horses, bull. (295, 147, 428, 234)
advert-text: OLD established bakery turning out 1600 loaves per week, and doing good business in tearooms, and also a good general trade (£100 per week); also the leading tea-rooms of a prosperous town in Taranaki. Lease has 7 years to run at a rental of £10 per month. Stock and plant, which—amount to something in the vicinity of £800, can be taken over at valuation. Terms on application. (295, 1054, 428, 1140)
brand-name: "HEENZO" (713, 639, 838, 661)
advert-title: FOR QUICK SALE (316, 1004, 407, 1038)
advert-text: 150 ACRES for 5 years at £2 10s per acre. Close to factory, school and post office. Metalled road to gate. Well watered. This is a property well worth seeing. We have some splendid herds of Jersey Heifers and Cows, ranging from £15. We have personally inspected these, and can thoroughly recommend them. (849, 255, 1103, 295)
letter-signature: G.E.H. (680, 372, 702, 381)
article-paragraph: The toast of 'The Press' was proposed by Mr. Hopkins and responded to by the representative of the Daily News, who, 'The Ladies,' enthusiastically honoured, was responded to by Mr. Sinclair. (575, 113, 702, 161)
column-3 (292, 36, 432, 1378)
woman-in-fur-illustration (709, 900, 773, 1012)
agent-address: LAND, STOCK AND COMMISSION AGENTS, STRATFORD. P.O. BOX 5. (849, 951, 969, 967)
agent-address: 'PHONE 44. LIARDET AND BROUGHAM STREETS. (888, 834, 1064, 842)
advert-text: ARE urgently needed in the Business World to-day. You are a little sceptical? Well, how many really efficient men—Specialists—do YOU KNOW, who, to-day, are looking for work, or who are badly paid? Qualified Lawyers, Accountants, Company Secretaries, leading Business Men, are merely those who have specialised in their mental training—who have become EFFICIENT. Let us put you on the road to Efficiency and higher pay. Send for particulars of our Course in BOOK-KEEPING, or in ACCOUNTANCY or for the MATRICULATION, PUBLIC SERVICE, TEACHERS' or LAW PROF. EXAMINATIONS. (709, 447, 842, 580)
article-paragraph: The prize winners were as follows:— Mr. Waite—Cup for heaviest crop, 56 tons dwt. Mr. Hopkins, 2nd, and Mr. Corkill—Gold medal for second heaviest crop, 50 tons 9cwt. Mr. Ellis—3rd prize. Mr. Blackburn—Third heaviest crop, 48 tons 18cwt. Other entries closely followed. (435, 590, 565, 653)
news-article-right (570, 36, 702, 741)
advert-title: EXCHANGE FOR TARANAKI FARM. (908, 676, 1044, 685)
acreage-figure: 63 (171, 422, 190, 438)
page-number: 7 (1090, 6, 1098, 23)
bottom-advert-left (849, 848, 973, 1061)
agent-address: LAND AGENTS, STRATFORD. (178, 831, 281, 839)
